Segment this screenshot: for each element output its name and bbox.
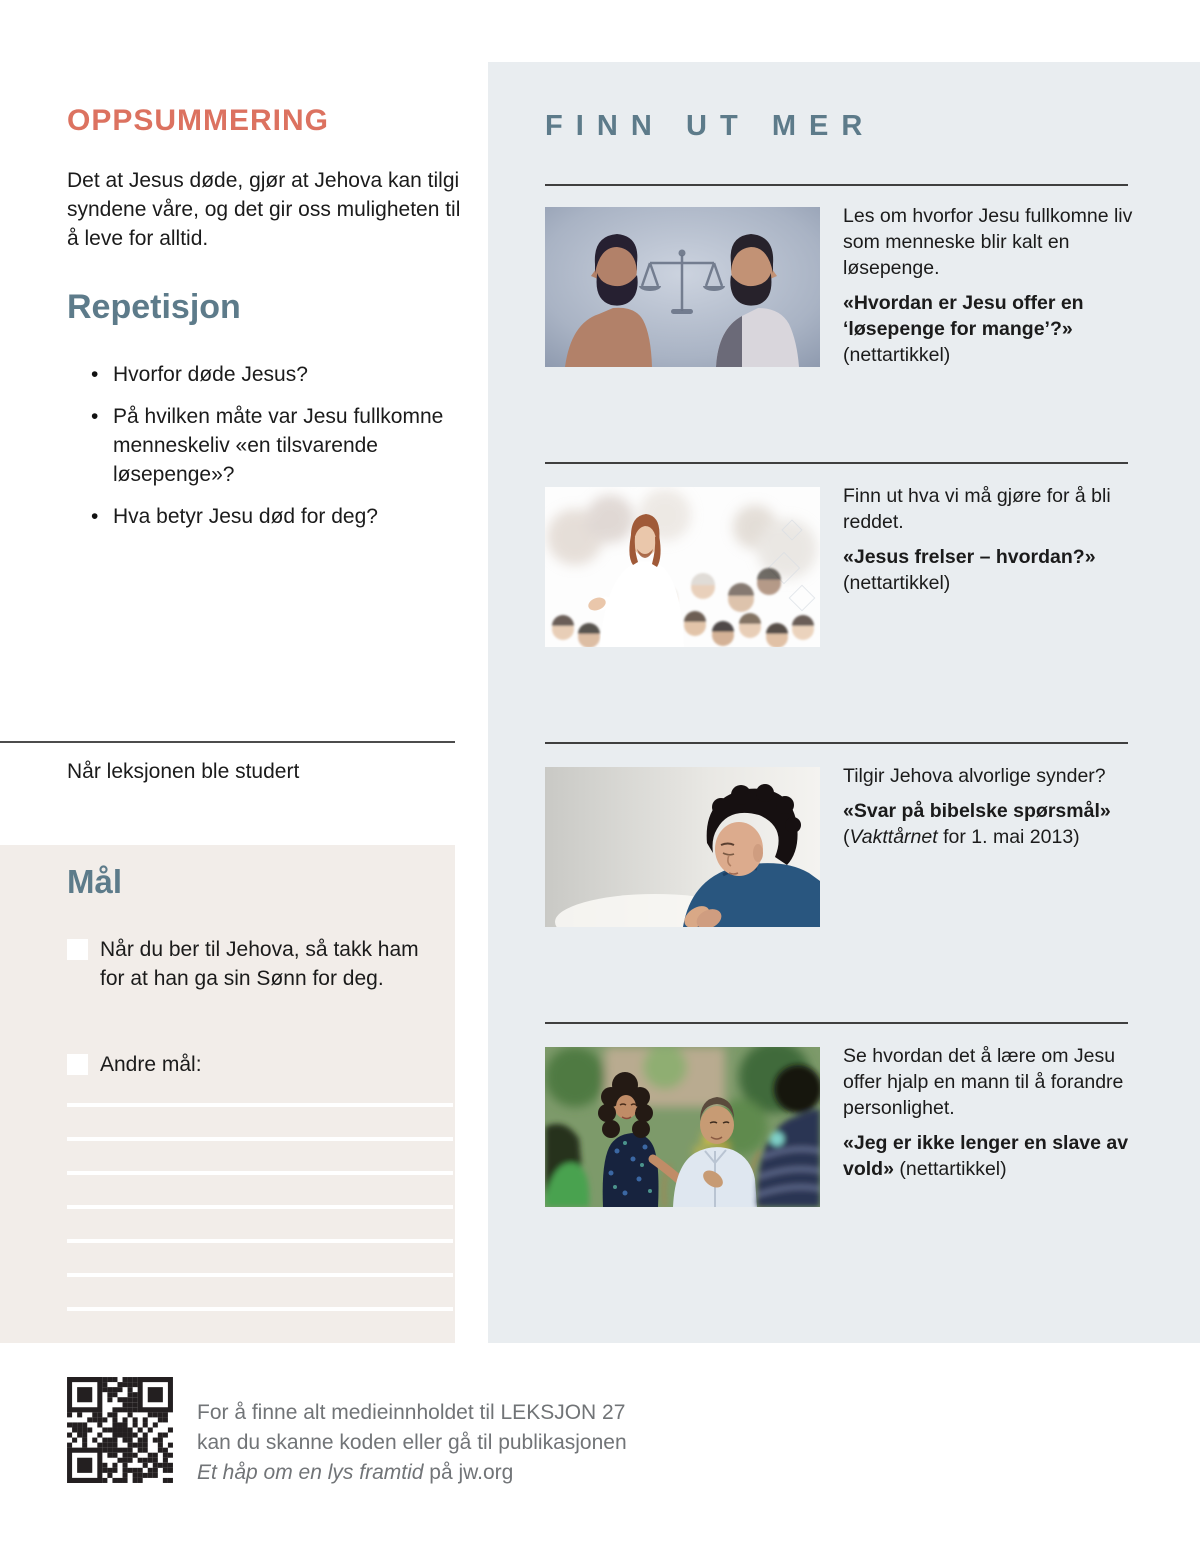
item-reference: «Hvordan er Jesu offer en ‘løsepenge for mange’?» xyxy=(843,292,1084,340)
review-heading: Repetisjon xyxy=(67,288,241,326)
writing-line xyxy=(67,1239,453,1243)
find-out-more-section xyxy=(488,62,1200,1343)
publication-title: Et håp om en lys framtid xyxy=(197,1461,424,1484)
item-text xyxy=(843,483,1145,596)
goal-checkbox xyxy=(67,1054,88,1075)
writing-line xyxy=(67,1103,453,1107)
footer-line1: For å finne alt medieinnholdet til LEKSJON 27 xyxy=(197,1401,626,1424)
item-text xyxy=(843,1043,1145,1182)
goal-text: Andre mål: xyxy=(100,1053,202,1076)
item-description: Finn ut hva vi må gjøre for å bli reddet. xyxy=(843,485,1111,533)
summary-heading: OPPSUMMERING xyxy=(67,104,330,137)
goal-item xyxy=(67,935,427,993)
item-source: (nettartikkel) xyxy=(893,1158,1007,1180)
footer-site: på jw.org xyxy=(423,1461,514,1484)
item-text xyxy=(843,763,1145,850)
studied-label: Når leksjonen ble studert xyxy=(67,760,300,783)
item-source: (Vakttårnet for 1. mai 2013) xyxy=(843,826,1080,848)
find-out-more-item xyxy=(545,767,1145,932)
summary-paragraph: Det at Jesus døde, gjør at Jehova kan tilgi syndene våre, og det gir oss muligheten til å leve for alltid. xyxy=(67,169,461,250)
find-out-more-item xyxy=(545,207,1145,372)
item-text xyxy=(843,203,1145,368)
item-divider xyxy=(545,184,1128,186)
praying-man-photo xyxy=(545,767,820,927)
goal-text: Når du ber til Jehova, så takk ham for at han ga sin Sønn for deg. xyxy=(100,938,419,990)
item-divider xyxy=(545,462,1128,464)
item-description: Les om hvorfor Jesu fullkomne liv som menneske blir kalt en løsepenge. xyxy=(843,205,1133,279)
experience-photo xyxy=(545,1047,820,1207)
footer-instructions xyxy=(197,1398,677,1488)
writing-line xyxy=(67,1171,453,1175)
footer-line2: kan du skanne koden eller gå til publikasjonen xyxy=(197,1431,627,1454)
item-divider xyxy=(545,742,1128,744)
find-out-more-heading: FINN UT MER xyxy=(545,110,876,142)
find-out-more-item xyxy=(545,1047,1145,1212)
item-reference: «Jesus frelser – hvordan?» xyxy=(843,546,1096,568)
publication-name: Vakttårnet xyxy=(849,826,938,848)
writing-line xyxy=(67,1205,453,1209)
review-question: • På hvilken måte var Jesu fullkomne menneskeliv «en tilsvarende løsepenge»? xyxy=(67,402,467,489)
review-question: • Hvorfor døde Jesus? xyxy=(67,360,467,389)
goals-section xyxy=(0,845,455,1343)
studied-divider xyxy=(0,741,455,743)
goal-item xyxy=(67,1050,427,1079)
find-out-more-item xyxy=(545,487,1145,652)
item-description: Tilgir Jehova alvorlige synder? xyxy=(843,765,1106,787)
qr-code xyxy=(62,1372,178,1488)
review-question-list xyxy=(67,360,467,544)
item-description: Se hvordan det å lære om Jesu offer hjalp en mann til å forandre personlighet. xyxy=(843,1045,1124,1119)
ransom-scales-illustration xyxy=(545,207,820,367)
item-reference: «Jeg er ikke lenger en slave av vold» (nettartikkel) xyxy=(843,1132,1129,1180)
goals-heading: Mål xyxy=(67,863,123,900)
writing-line xyxy=(67,1273,453,1277)
item-source: (nettartikkel) xyxy=(843,572,951,594)
writing-line xyxy=(67,1137,453,1141)
jesus-saves-illustration xyxy=(545,487,820,647)
writing-line xyxy=(67,1307,453,1311)
item-reference: «Svar på bibelske spørsmål» xyxy=(843,800,1111,822)
item-divider xyxy=(545,1022,1128,1024)
item-source: (nettartikkel) xyxy=(843,344,951,366)
review-question: • Hva betyr Jesu død for deg? xyxy=(67,502,467,531)
goal-checkbox xyxy=(67,939,88,960)
